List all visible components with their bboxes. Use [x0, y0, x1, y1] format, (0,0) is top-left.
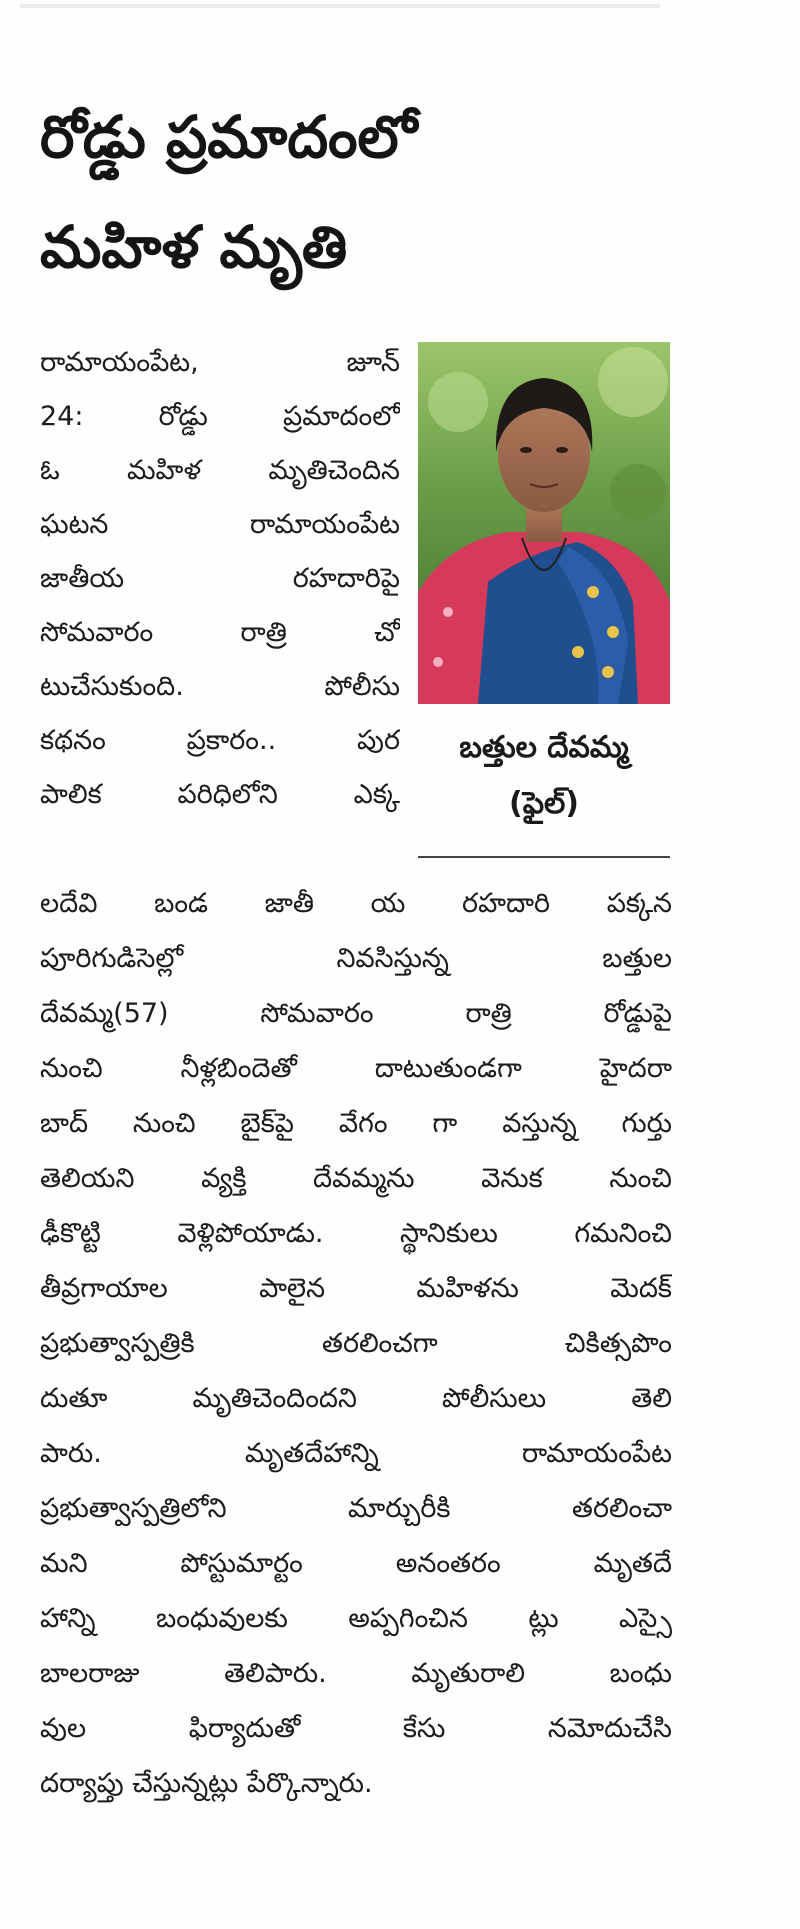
portrait-illustration [418, 342, 670, 704]
body-line: నుంచి నీళ్లబిందెతో దాటుతుండగా హైదరా [40, 1053, 672, 1084]
body-line: కథనం ప్రకారం.. పుర [40, 725, 400, 756]
article-body-wide-column [40, 876, 672, 1811]
caption-divider [418, 856, 670, 858]
body-line: దుతూ మృతిచెందిందని పోలీసులు తెలి [40, 1383, 672, 1414]
caption-name: బత్తుల దేవమ్మ [459, 730, 629, 765]
body-line: లదేవి బండ జాతీ య రహదారి పక్కన [40, 888, 672, 919]
body-line: ఢీకొట్టి వెళ్లిపోయాడు. స్థానికులు గమనించి [40, 1218, 672, 1249]
body-line: తీవ్రగాయాల పాలైన మహిళను మెదక్ [40, 1273, 672, 1304]
person-photo-icon [418, 342, 670, 704]
body-line: తెలియని వ్యక్తి దేవమ్మను వెనుక నుంచి [40, 1163, 672, 1194]
body-line: పారు. మృతదేహాన్ని రామాయంపేట [40, 1438, 672, 1469]
body-line: ఘటన రామాయంపేట [40, 509, 400, 540]
body-line: బాద్ నుంచి బైక్‌పై వేగం గా వస్తున్న గుర్తు [40, 1108, 672, 1139]
body-line: మని పోస్టుమార్టం అనంతరం మృతదే [40, 1548, 672, 1579]
body-line: జాతీయ రహదారిపై [40, 563, 400, 594]
body-line: హాన్ని బంధువులకు అప్పగించిన ట్లు ఎస్సై [40, 1603, 672, 1634]
caption-note: (ఫైల్) [508, 786, 580, 821]
body-line: ఓ మహిళ మృతిచెందిన [40, 455, 400, 486]
body-line: పాలిక పరిధిలోని ఎక్క [40, 779, 400, 810]
body-line: సోమవారం రాత్రి చో [40, 617, 400, 648]
body-line: బాలరాజు తెలిపారు. మృతురాలి బంధు [40, 1658, 672, 1689]
headline-line: మహిళ మృతి [40, 213, 348, 281]
top-divider [20, 4, 660, 8]
body-line: దర్యాప్తు చేస్తున్నట్లు పేర్కొన్నారు. [40, 1768, 373, 1799]
body-line: 24: రోడ్డు ప్రమాదంలో [40, 401, 400, 432]
headline-line: రోడ్డు ప్రమాదంలో [40, 103, 418, 171]
photo-caption [418, 720, 670, 832]
body-line: ప్రభుత్వాస్పత్రిలోని మార్చురీకి తరలించా [40, 1493, 672, 1524]
body-line: పూరిగుడిసెల్లో నివసిస్తున్న బత్తుల [40, 943, 672, 974]
body-line: ప్రభుత్వాస్పత్రికి తరలించగా చికిత్సపొం [40, 1328, 672, 1359]
article-headline [40, 82, 680, 302]
body-line: రామాయంపేట, జూన్ [40, 347, 400, 378]
body-line: టుచేసుకుంది. పోలీసు [40, 671, 400, 702]
article-body-narrow-column [40, 336, 400, 822]
body-line: దేవమ్మ(57) సోమవారం రాత్రి రోడ్డుపై [40, 998, 672, 1029]
body-line: వుల ఫిర్యాదుతో కేసు నమోదుచేసి [40, 1713, 672, 1744]
